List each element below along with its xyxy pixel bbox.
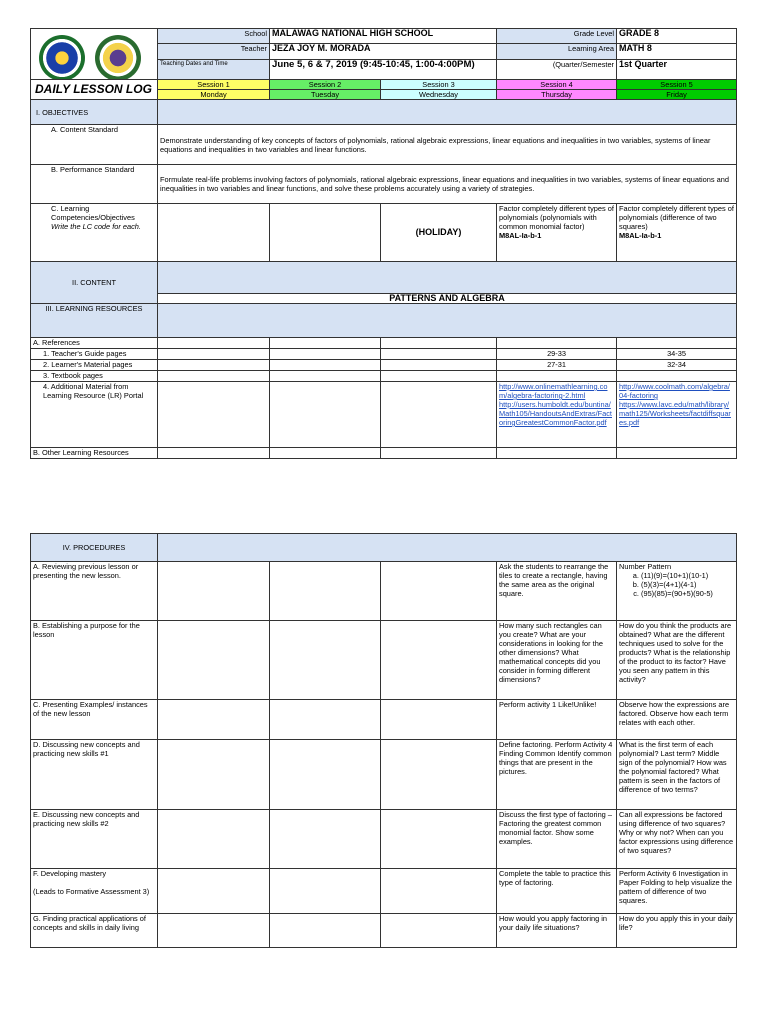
lesson-log-table bbox=[30, 28, 737, 459]
deped-seal-icon bbox=[39, 35, 85, 80]
tg-pages-s5: 34-35 bbox=[617, 349, 737, 360]
session-3-header: Session 3 bbox=[381, 80, 497, 90]
references-label: A. References bbox=[31, 338, 158, 349]
grade-value: GRADE 8 bbox=[617, 29, 737, 44]
procedures-heading: IV. PROCEDURES bbox=[31, 534, 158, 562]
lm-pages-s4: 27-31 bbox=[497, 360, 617, 371]
teachers-guide-label: 1. Teacher's Guide pages bbox=[31, 349, 158, 360]
day-tuesday: Tuesday bbox=[270, 90, 381, 100]
competency-s4-code: M8AL-Ia-b-1 bbox=[499, 231, 542, 240]
objectives-band bbox=[158, 100, 737, 125]
number-pattern-item: b. (5)(3)=(4+1)(4-1) bbox=[641, 580, 734, 589]
procedure-b-s5: How do you think the products are obtained? What are the different techniques used to solve for the products? What is the relationship of the product to its factor? Have you seen any pattern in this activity? bbox=[617, 621, 737, 700]
procedure-d-label: D. Discussing new concepts and practicing new skills #1 bbox=[31, 740, 158, 810]
lr-link-s5-1[interactable]: http://www.coolmath.com/algebra/04-factoring bbox=[619, 382, 730, 400]
resources-heading: III. LEARNING RESOURCES bbox=[31, 304, 158, 338]
day-thursday: Thursday bbox=[497, 90, 617, 100]
day-friday: Friday bbox=[617, 90, 737, 100]
quarter-label: (Quarter/Semester bbox=[497, 60, 617, 80]
lr-links-s4 bbox=[497, 382, 617, 448]
procedure-a-s4: Ask the students to rearrange the tiles to create a rectangle, having the same area as the original square. bbox=[497, 562, 617, 621]
content-standard-label: A. Content Standard bbox=[31, 125, 158, 165]
number-pattern-item: c. (95)(85)=(90+5)(90-5) bbox=[641, 589, 734, 598]
grade-label: Grade Level bbox=[497, 29, 617, 44]
session-1-header: Session 1 bbox=[158, 80, 270, 90]
day-monday: Monday bbox=[158, 90, 270, 100]
dates-label: Teaching Dates and Time bbox=[158, 60, 270, 80]
procedure-f-label bbox=[31, 869, 158, 914]
lr-link-s5-2[interactable]: https://www.lavc.edu/math/library/math125/Worksheets/factdiffsquares.pdf bbox=[619, 400, 731, 427]
textbook-label: 3. Textbook pages bbox=[31, 371, 158, 382]
procedure-c-s4: Perform activity 1 Like!Unlike! bbox=[497, 700, 617, 740]
school-name: MALAWAG NATIONAL HIGH SCHOOL bbox=[270, 29, 497, 44]
area-value: MATH 8 bbox=[617, 44, 737, 60]
number-pattern-title: Number Pattern bbox=[619, 562, 672, 571]
competency-s1 bbox=[158, 204, 270, 262]
procedure-g-s4: How would you apply factoring in your daily life situations? bbox=[497, 914, 617, 948]
competency-s5 bbox=[617, 204, 737, 262]
session-5-header: Session 5 bbox=[617, 80, 737, 90]
logos-cell bbox=[31, 29, 158, 80]
procedure-c-s5: Observe how the expressions are factored. Observe how each term relates with each other. bbox=[617, 700, 737, 740]
school-label: School bbox=[158, 29, 270, 44]
teacher-label: Teacher bbox=[158, 44, 270, 60]
area-label: Learning Area bbox=[497, 44, 617, 60]
lr-link-s4-1[interactable]: http://www.onlinemathlearning.com/algebra-factoring-2.html bbox=[499, 382, 608, 400]
content-heading: II. CONTENT bbox=[31, 262, 158, 304]
content-band bbox=[158, 262, 737, 294]
procedure-d-s4: Define factoring. Perform Activity 4 Finding Common Identify common things that are present in the pictures. bbox=[497, 740, 617, 810]
teacher-name: JEZA JOY M. MORADA bbox=[270, 44, 497, 60]
session-4-header: Session 4 bbox=[497, 80, 617, 90]
competency-s4-text: Factor completely different types of polynomials (polynomials with common monomial factor) bbox=[499, 204, 614, 231]
competencies-note: Write the LC code for each. bbox=[51, 222, 141, 231]
school-seal-icon bbox=[95, 35, 141, 80]
lm-pages-s5: 32-34 bbox=[617, 360, 737, 371]
day-wednesday: Wednesday bbox=[381, 90, 497, 100]
procedure-g-s5: How do you apply this in your daily life? bbox=[617, 914, 737, 948]
performance-standard-label: B. Performance Standard bbox=[31, 165, 158, 204]
number-pattern-list bbox=[619, 571, 734, 598]
log-title: DAILY LESSON LOG bbox=[31, 80, 158, 100]
procedure-b-label: B. Establishing a purpose for the lesson bbox=[31, 621, 158, 700]
quarter-value: 1st Quarter bbox=[617, 60, 737, 80]
session-2-header: Session 2 bbox=[270, 80, 381, 90]
competency-s2 bbox=[270, 204, 381, 262]
content-topic: PATTERNS AND ALGEBRA bbox=[158, 294, 737, 304]
dates-value: June 5, 6 & 7, 2019 (9:45-10:45, 1:00-4:00PM) bbox=[270, 60, 497, 80]
other-resources-label: B. Other Learning Resources bbox=[31, 448, 158, 459]
procedure-c-label: C. Presenting Examples/ instances of the new lesson bbox=[31, 700, 158, 740]
procedure-f-title: F. Developing mastery bbox=[33, 869, 107, 878]
content-standard-text: Demonstrate understanding of key concepts of factors of polynomials, rational algebraic expressions, linear equations and inequalities in two variables, systems of linear equations and inequalities in two variables and linear functions. bbox=[158, 125, 737, 165]
procedure-a-label: A. Reviewing previous lesson or presenting the new lesson. bbox=[31, 562, 158, 621]
performance-standard-text: Formulate real-life problems involving factors of polynomials, rational algebraic expressions, linear equations and inequalities in two variables, systems of linear equations and inequalities in two variables and linear functions, and solve these problems accurately using a variety of strategies. bbox=[158, 165, 737, 204]
procedures-table bbox=[30, 533, 737, 948]
procedure-g-label: G. Finding practical applications of concepts and skills in daily living bbox=[31, 914, 158, 948]
competencies-label bbox=[31, 204, 158, 262]
procedure-d-s5: What is the first term of each polynomial? Last term? Middle sign of the polynomial? How was the polynomial factored? What pattern is seen in the factors of difference of two terms? bbox=[617, 740, 737, 810]
resources-band bbox=[158, 304, 737, 338]
procedure-a-s5 bbox=[617, 562, 737, 621]
procedure-f-s5: Perform Activity 6 Investigation in Paper Folding to help visualize the pattern of difference of two squares. bbox=[617, 869, 737, 914]
procedure-e-s4: Discuss the first type of factoring – Factoring the greatest common monomial factor. Show some examples. bbox=[497, 810, 617, 869]
procedure-b-s4: How many such rectangles can you create? What are your considerations in looking for the other dimensions? What mathematical concepts did you consider in forming different dimensions? bbox=[497, 621, 617, 700]
lr-links-s5 bbox=[617, 382, 737, 448]
number-pattern-item: a. (11)(9)=(10+1)(10-1) bbox=[641, 571, 734, 580]
procedure-e-s5: Can all expressions be factored using difference of two squares? Why or why not? When can you factor expressions using difference of two squares? bbox=[617, 810, 737, 869]
procedure-e-label: E. Discussing new concepts and practicing new skills #2 bbox=[31, 810, 158, 869]
procedure-f-note: (Leads to Formative Assessment 3) bbox=[33, 887, 150, 896]
competencies-label-text: C. Learning Competencies/Objectives bbox=[51, 204, 135, 222]
competency-s5-text: Factor completely different types of polynomials (difference of two squares) bbox=[619, 204, 734, 231]
lr-portal-label: 4. Additional Material from Learning Resource (LR) Portal bbox=[31, 382, 158, 448]
competency-s4 bbox=[497, 204, 617, 262]
holiday-label: (HOLIDAY) bbox=[381, 204, 497, 262]
tg-pages-s4: 29-33 bbox=[497, 349, 617, 360]
procedure-f-s4: Complete the table to practice this type of factoring. bbox=[497, 869, 617, 914]
competency-s5-code: M8AL-Ia-b-1 bbox=[619, 231, 662, 240]
procedures-band bbox=[158, 534, 737, 562]
lr-link-s4-2[interactable]: http://users.humboldt.edu/buntina/Math105/HandoutsAndExtras/FactoringGreatestCommonFactor.pdf bbox=[499, 400, 612, 427]
learners-material-label: 2. Learner's Material pages bbox=[31, 360, 158, 371]
objectives-heading: I. OBJECTIVES bbox=[31, 100, 158, 125]
